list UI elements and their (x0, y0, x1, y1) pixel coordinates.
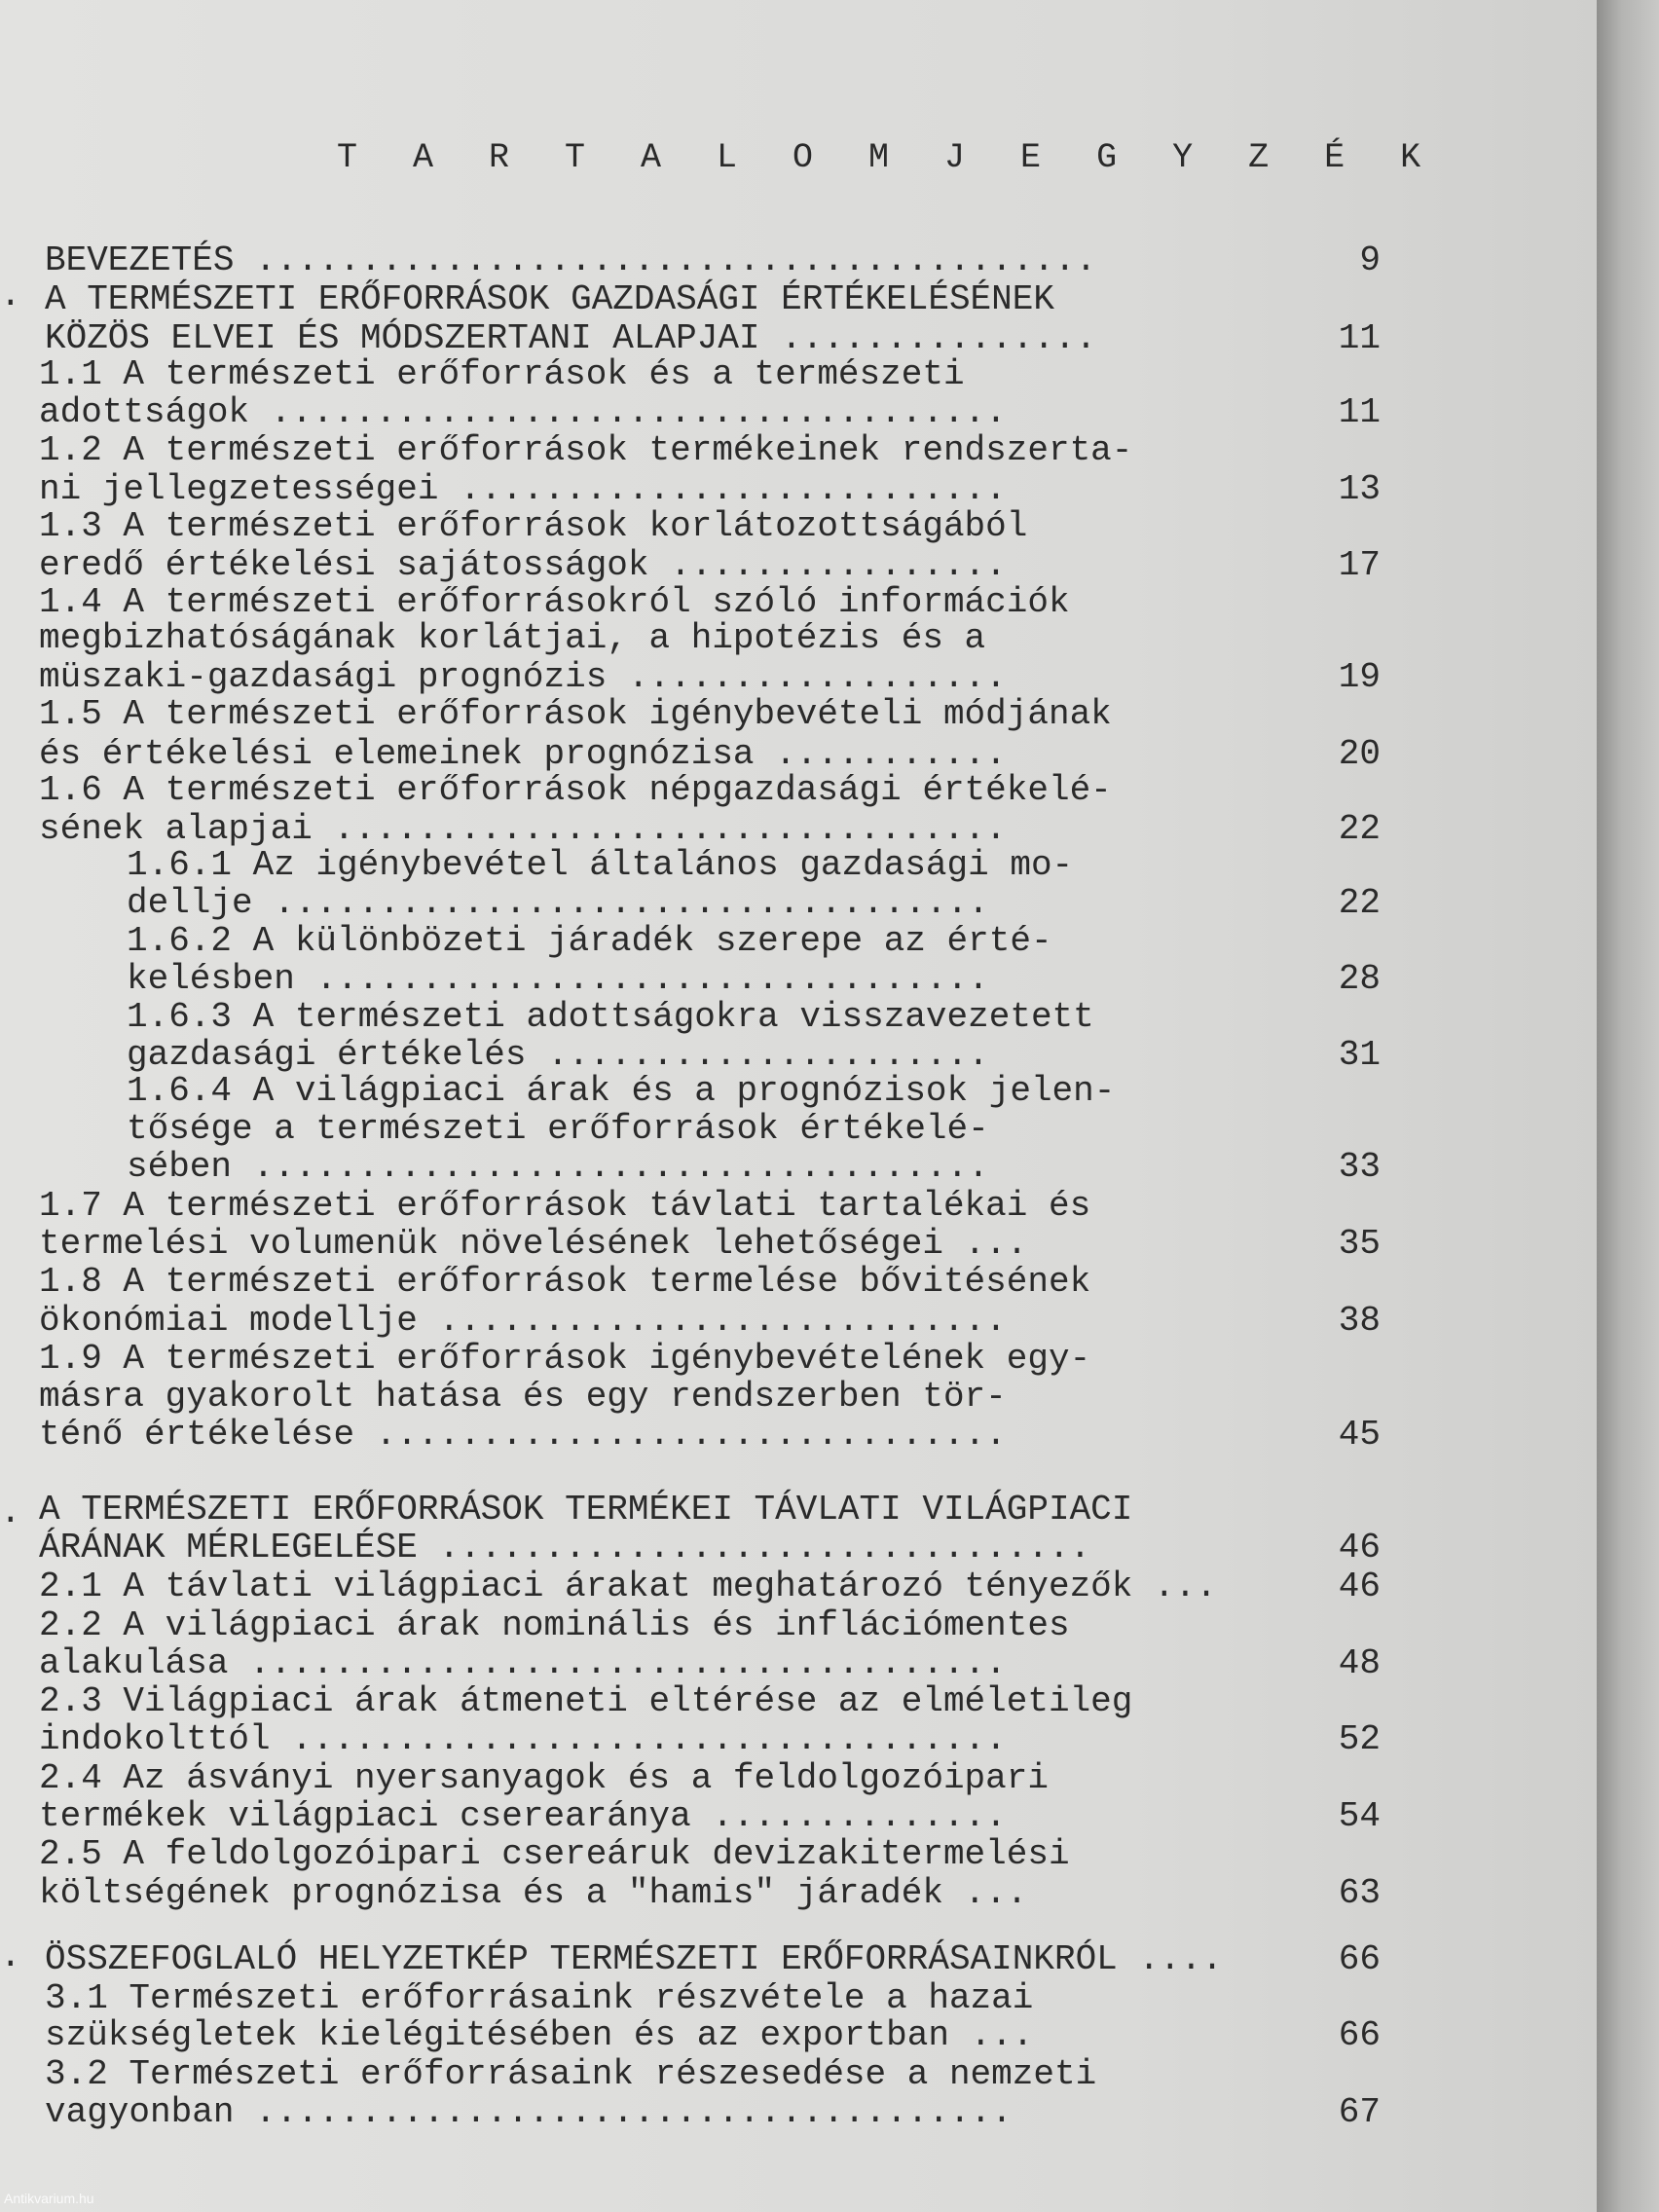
toc-entry-page: 11 (1338, 318, 1381, 358)
toc-entry-text: ni jellegzetességei .......................... (39, 469, 1007, 509)
toc-entry-text: 1.5 A természeti erőforrások igénybevételi módjának (39, 694, 1112, 734)
toc-entry-text: A TERMÉSZETI ERŐFORRÁSOK GAZDASÁGI ÉRTÉKELÉSÉNEK (45, 279, 1054, 319)
toc-entry-page: 13 (1338, 469, 1381, 509)
toc-entry-text: gazdasági értékelés ..................... (127, 1035, 989, 1075)
toc-entry-page: 22 (1338, 809, 1381, 849)
toc-entry-text: sében ................................... (127, 1147, 989, 1187)
toc-entry-page: 33 (1338, 1147, 1381, 1187)
toc-entry-text: kelésben ................................ (127, 959, 989, 999)
toc-entry-text: BEVEZETÉS ........................................ (45, 240, 1097, 280)
toc-entry-text: 1.8 A természeti erőforrások termelése bővitésének (39, 1262, 1091, 1302)
toc-entry-page: 35 (1338, 1224, 1381, 1264)
toc-entry-page: 22 (1338, 883, 1381, 923)
toc-entry-text: 1.2 A természeti erőforrások termékeinek rendszerta- (39, 430, 1133, 470)
toc-entry-page: 67 (1338, 2092, 1381, 2132)
toc-entry-page: 46 (1338, 1528, 1381, 1567)
chapter-bullet: . (0, 1936, 21, 1976)
toc-entry-page: 52 (1338, 1719, 1381, 1759)
toc-entry-text: indokolttól .................................. (39, 1719, 1007, 1759)
toc-entry-text: sének alapjai ................................ (39, 809, 1007, 849)
toc-entry-page: 11 (1338, 392, 1381, 432)
toc-entry-page: 17 (1338, 545, 1381, 585)
toc-entry-text: szükségletek kielégitésében és az exportban ... (45, 2015, 1034, 2055)
toc-entry-page: 20 (1338, 734, 1381, 774)
toc-entry-page: 45 (1338, 1415, 1381, 1455)
page-edge-shadow (1597, 0, 1659, 2212)
chapter-bullet: . (0, 276, 21, 315)
toc-entry-text: 2.1 A távlati világpiaci árakat meghatározó tényezők ... (39, 1567, 1217, 1606)
toc-entry-text: termékek világpiaci cserearánya .............. (39, 1796, 1007, 1836)
toc-entry-text: dellje .................................. (127, 883, 989, 923)
toc-entry-text: 3.1 Természeti erőforrásaink részvétele a hazai (45, 1978, 1034, 2018)
toc-entry-page: 19 (1338, 657, 1381, 697)
toc-entry-text: 2.2 A világpiaci árak nominális és inflációmentes (39, 1605, 1070, 1645)
toc-entry-text: másra gyakorolt hatása és egy rendszerben tör- (39, 1377, 1007, 1417)
toc-entry-page: 9 (1359, 240, 1381, 280)
toc-entry-page: 66 (1338, 2015, 1381, 2055)
toc-entry-page: 28 (1338, 959, 1381, 999)
toc-entry-text: ökonómiai modellje ........................... (39, 1301, 1007, 1341)
toc-title: T A R T A L O M J E G Y Z É K (337, 138, 1439, 177)
toc-entry-text: ÖSSZEFOGLALÓ HELYZETKÉP TERMÉSZETI ERŐFORRÁSAINKRÓL .... (45, 1939, 1223, 1979)
toc-entry-text: 2.3 Világpiaci árak átmeneti eltérése az elméletileg (39, 1681, 1133, 1721)
toc-entry-text: termelési volumenük növelésének lehetőségei ... (39, 1224, 1028, 1264)
toc-entry-page: 63 (1338, 1873, 1381, 1913)
toc-entry-text: 1.6.2 A különbözeti járadék szerepe az érté- (127, 921, 1052, 961)
toc-entry-text: ÁRÁNAK MÉRLEGELÉSE ............................... (39, 1528, 1091, 1567)
toc-entry-page: 66 (1338, 1939, 1381, 1979)
toc-entry-text: adottságok ................................... (39, 392, 1007, 432)
watermark: Antikvarium.hu (4, 2191, 94, 2206)
toc-entry-text: 1.3 A természeti erőforrások korlátozottságából (39, 506, 1028, 546)
toc-entry-text: 2.4 Az ásványi nyersanyagok és a feldolgozóipari (39, 1758, 1049, 1798)
toc-entry-text: eredő értékelési sajátosságok ................ (39, 545, 1007, 585)
toc-entry-text: vagyonban .................................... (45, 2092, 1013, 2132)
toc-entry-text: 1.6 A természeti erőforrások népgazdasági értékelé- (39, 770, 1112, 810)
toc-entry-text: 2.5 A feldolgozóipari csereáruk devizakitermelési (39, 1834, 1070, 1874)
toc-entry-page: 54 (1338, 1796, 1381, 1836)
toc-entry-page: 31 (1338, 1035, 1381, 1075)
toc-entry-text: 1.6.1 Az igénybevétel általános gazdasági mo- (127, 845, 1074, 885)
toc-entry-page: 46 (1338, 1567, 1381, 1606)
toc-entry-text: 1.1 A természeti erőforrások és a természeti (39, 354, 965, 394)
toc-entry-page: 38 (1338, 1301, 1381, 1341)
toc-entry-text: 1.4 A természeti erőforrásokról szóló információk (39, 582, 1070, 622)
toc-entry-text: alakulása .................................... (39, 1643, 1007, 1683)
toc-entry-text: tősége a természeti erőforrások értékelé- (127, 1109, 989, 1149)
toc-entry-text: megbizhatóságának korlátjai, a hipotézis és a (39, 618, 986, 658)
toc-entry-text: 1.7 A természeti erőforrások távlati tartalékai és (39, 1186, 1091, 1226)
toc-entry-text: 3.2 Természeti erőforrásaink részesedése a nemzeti (45, 2054, 1097, 2094)
chapter-bullet: . (0, 1493, 21, 1532)
toc-entry-text: és értékelési elemeinek prognózisa ........... (39, 734, 1007, 774)
toc-entry-text: A TERMÉSZETI ERŐFORRÁSOK TERMÉKEI TÁVLATI VILÁGPIACI (39, 1490, 1133, 1530)
toc-entry-text: KÖZÖS ELVEI ÉS MÓDSZERTANI ALAPJAI ............... (45, 318, 1097, 358)
toc-entry-text: 1.6.3 A természeti adottságokra visszavezetett (127, 997, 1094, 1037)
toc-entry-text: 1.9 A természeti erőforrások igénybevételének egy- (39, 1339, 1091, 1379)
toc-entry-text: 1.6.4 A világpiaci árak és a prognózisok jelen- (127, 1071, 1116, 1111)
toc-entry-text: ténő értékelése .............................. (39, 1415, 1007, 1455)
toc-entry-page: 48 (1338, 1643, 1381, 1683)
toc-entry-text: költségének prognózisa és a "hamis" járadék ... (39, 1873, 1028, 1913)
toc-entry-text: müszaki-gazdasági prognózis .................. (39, 657, 1007, 697)
